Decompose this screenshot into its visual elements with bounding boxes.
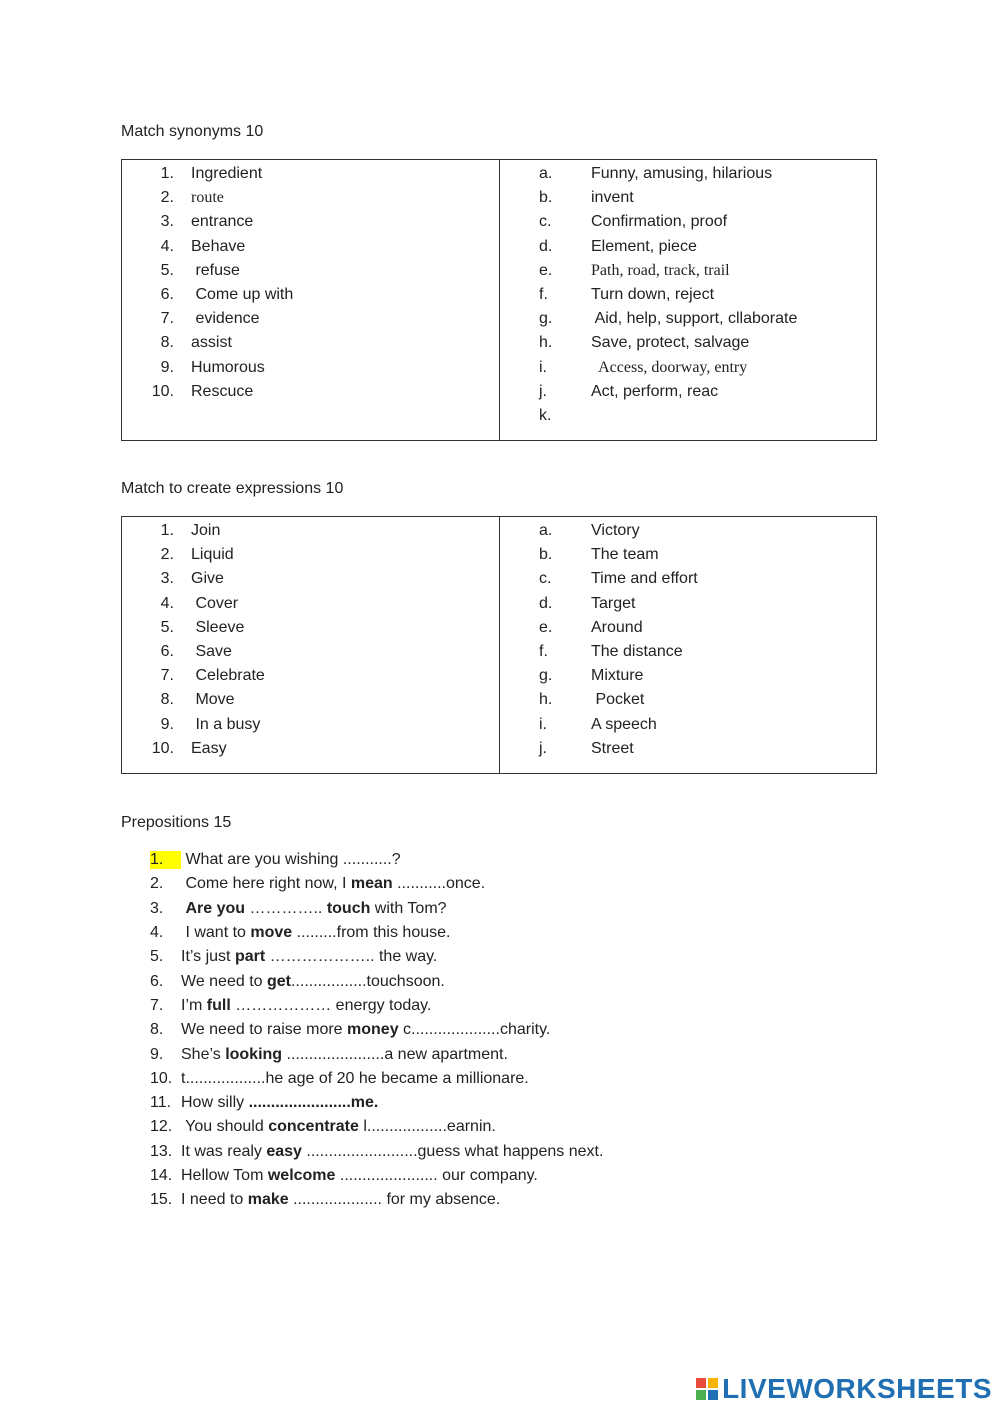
item-number: 7. — [160, 667, 174, 685]
item-text: refuse — [191, 261, 240, 279]
sentence-number: 7. — [150, 996, 164, 1014]
list-item — [122, 380, 499, 404]
item-letter: b. — [539, 189, 553, 207]
item-letter: k. — [539, 406, 552, 424]
list-item — [122, 640, 499, 664]
item-text: entrance — [191, 213, 254, 231]
list-item — [500, 331, 876, 355]
sentence-number: 12. — [150, 1118, 173, 1136]
keyword: money — [347, 1021, 399, 1039]
item-text: Rescuce — [191, 382, 254, 400]
item-text: Liquid — [191, 546, 234, 564]
sentence-text: ...................... our company. — [335, 1167, 538, 1184]
item-text: assist — [191, 334, 232, 352]
list-item — [500, 664, 876, 688]
list-item — [500, 235, 876, 259]
sentence-text: She’s — [181, 1045, 226, 1063]
list-item — [122, 737, 499, 761]
sentence-text: It was realy — [181, 1142, 267, 1160]
item-letter: i. — [539, 358, 547, 376]
item-text: route — [191, 189, 224, 207]
sentence-text: I need to — [181, 1191, 248, 1209]
item-letter: c. — [539, 213, 552, 231]
liveworksheets-logo — [696, 1373, 992, 1405]
item-number: 1. — [160, 165, 174, 183]
list-item — [500, 640, 876, 664]
list-item — [122, 186, 499, 210]
sentence-item — [150, 1164, 603, 1188]
item-text: Join — [191, 522, 221, 540]
item-number: 5. — [160, 261, 174, 279]
expressions-title: Match to create expressions 10 — [121, 480, 344, 497]
item-text: Time and effort — [591, 570, 698, 588]
synonyms-right-column — [499, 160, 876, 440]
item-text: The distance — [591, 643, 683, 661]
item-number: 7. — [160, 310, 174, 328]
synonyms-table — [121, 159, 877, 441]
item-number: 2. — [160, 189, 174, 207]
sentence-text: You should — [181, 1118, 269, 1136]
item-text: Give — [191, 570, 224, 588]
sentence-item — [150, 921, 603, 945]
sentence-number: 5. — [150, 948, 164, 966]
sentence-text: We need to — [181, 972, 267, 990]
list-item — [500, 519, 876, 543]
list-item — [122, 331, 499, 355]
sentence-text: t..................he age of 20 he became a millionare. — [181, 1069, 529, 1087]
expressions-left-column — [122, 517, 499, 773]
item-letter: e. — [539, 261, 553, 279]
expressions-right-column — [499, 517, 876, 773]
item-text: Save — [191, 643, 232, 661]
sentence-item — [150, 969, 603, 993]
sentence-item — [150, 1018, 603, 1042]
item-text: Humorous — [191, 358, 265, 376]
sentence-item — [150, 1115, 603, 1139]
item-text: Turn down, reject — [591, 286, 715, 304]
item-text: Save, protect, salvage — [591, 334, 750, 352]
list-item — [500, 404, 876, 428]
item-number: 4. — [160, 237, 174, 255]
item-letter: f. — [539, 286, 548, 304]
list-item — [500, 380, 876, 404]
sentence-item — [150, 1067, 603, 1091]
item-text: Target — [591, 594, 636, 612]
item-text: invent — [591, 189, 634, 207]
sentence-text: I want to — [181, 924, 251, 942]
sentence-text: .................... for my absence. — [288, 1191, 501, 1209]
list-item — [122, 664, 499, 688]
keyword: concentrate — [268, 1118, 359, 1136]
logo-mark-icon — [696, 1378, 718, 1400]
list-item — [122, 616, 499, 640]
prepositions-list — [150, 848, 603, 1212]
sentence-number: 10. — [150, 1069, 173, 1087]
item-letter: c. — [539, 570, 552, 588]
item-number: 8. — [160, 691, 174, 709]
keyword: looking — [225, 1045, 283, 1063]
item-text: Access, doorway, entry — [591, 358, 748, 376]
item-letter: d. — [539, 237, 553, 255]
item-text: Element, piece — [591, 237, 697, 255]
sentence-item — [150, 1042, 603, 1066]
item-letter: h. — [539, 691, 553, 709]
item-number: 2. — [160, 546, 174, 564]
list-item — [122, 543, 499, 567]
item-letter: i. — [539, 715, 547, 733]
list-item — [500, 259, 876, 283]
list-item — [122, 713, 499, 737]
item-number: 5. — [160, 618, 174, 636]
keyword: touch — [326, 899, 371, 917]
list-item — [122, 688, 499, 712]
sentence-number: 13. — [150, 1142, 173, 1160]
list-item — [122, 519, 499, 543]
list-item — [122, 210, 499, 234]
item-text: Move — [191, 691, 235, 709]
keyword: welcome — [267, 1167, 336, 1184]
item-letter: a. — [539, 165, 553, 183]
keyword: easy — [266, 1142, 302, 1160]
sentence-text: How silly — [181, 1094, 249, 1112]
prepositions-title: Prepositions 15 — [121, 814, 232, 831]
sentence-text: ......................a new apartment. — [282, 1045, 508, 1063]
item-text: Sleeve — [191, 618, 245, 636]
list-item — [500, 616, 876, 640]
keyword: part — [234, 948, 266, 966]
list-item — [500, 688, 876, 712]
item-text: Street — [591, 739, 634, 757]
item-number: 6. — [160, 286, 174, 304]
list-item — [122, 283, 499, 307]
item-text: Confirmation, proof — [591, 213, 728, 231]
list-item — [500, 186, 876, 210]
list-item — [500, 737, 876, 761]
keyword: Are you — [185, 899, 246, 917]
item-number: 3. — [160, 570, 174, 588]
keyword: make — [247, 1191, 289, 1209]
sentence-item — [150, 872, 603, 896]
item-text: Come up with — [191, 286, 294, 304]
sentence-item — [150, 1188, 603, 1212]
item-text: Funny, amusing, hilarious — [591, 165, 773, 183]
list-item — [500, 210, 876, 234]
item-letter: g. — [539, 310, 553, 328]
sentence-text: It’s just — [181, 948, 235, 966]
item-number: 3. — [160, 213, 174, 231]
expressions-table — [121, 516, 877, 774]
list-item — [500, 567, 876, 591]
keyword: move — [250, 924, 293, 942]
item-text: Celebrate — [191, 667, 265, 685]
item-text: A speech — [591, 715, 657, 733]
item-letter: f. — [539, 643, 548, 661]
synonyms-title: Match synonyms 10 — [121, 123, 264, 140]
list-item — [500, 713, 876, 737]
item-number: 4. — [160, 594, 174, 612]
item-number: 9. — [160, 715, 174, 733]
list-item — [500, 592, 876, 616]
keyword: get — [266, 972, 291, 990]
keyword: .......................me. — [248, 1094, 379, 1112]
sentence-number: 6. — [150, 972, 164, 990]
item-text: Mixture — [591, 667, 644, 685]
item-text: Victory — [591, 522, 640, 540]
item-text: Pocket — [591, 691, 645, 709]
sentence-number: 11. — [150, 1094, 172, 1112]
item-number: 6. — [160, 643, 174, 661]
sentence-number: 3. — [150, 899, 164, 917]
sentence-text: .........from this house. — [292, 924, 451, 942]
item-letter: d. — [539, 594, 553, 612]
sentence-number: 4. — [150, 924, 164, 942]
sentence-text: ……………….. the way. — [265, 948, 438, 966]
keyword: full — [206, 996, 231, 1014]
item-letter: h. — [539, 334, 553, 352]
sentence-text: ……………… energy today. — [230, 996, 432, 1014]
sentence-number: 2. — [150, 875, 164, 893]
item-text: Act, perform, reac — [591, 382, 719, 400]
sentence-text: What are you wishing ...........? — [181, 851, 401, 869]
sentence-number: 8. — [150, 1021, 164, 1039]
item-letter: j. — [539, 382, 547, 400]
synonyms-left-column — [122, 160, 499, 440]
item-text: Aid, help, support, cllaborate — [591, 310, 798, 328]
item-number: 8. — [160, 334, 174, 352]
sentence-text: c....................charity. — [398, 1021, 551, 1039]
item-letter: j. — [539, 739, 547, 757]
item-text: Ingredient — [191, 165, 263, 183]
sentence-text: with Tom? — [370, 899, 447, 917]
sentence-text: .................touchsoon. — [290, 972, 445, 990]
sentence-text: Hellow Tom — [181, 1167, 268, 1184]
item-letter: g. — [539, 667, 553, 685]
item-letter: a. — [539, 522, 553, 540]
list-item — [500, 162, 876, 186]
item-text: evidence — [191, 310, 260, 328]
sentence-item — [150, 897, 603, 921]
list-item — [500, 543, 876, 567]
list-item — [500, 307, 876, 331]
item-letter: b. — [539, 546, 553, 564]
sentence-text: ………….. — [245, 899, 327, 917]
item-text: Behave — [191, 237, 246, 255]
list-item — [122, 567, 499, 591]
sentence-number: 1. — [150, 851, 181, 869]
item-text: In a busy — [191, 715, 261, 733]
list-item — [500, 283, 876, 307]
sentence-text: ...........once. — [392, 875, 486, 893]
item-number: 1. — [160, 522, 174, 540]
keyword: mean — [350, 875, 393, 893]
item-number: 10. — [151, 382, 174, 400]
item-number: 10. — [151, 739, 174, 757]
sentence-text: .........................guess what happens next. — [301, 1142, 604, 1160]
sentence-text: l..................earnin. — [358, 1118, 496, 1136]
list-item — [122, 307, 499, 331]
sentence-item — [150, 1140, 603, 1164]
item-text: Around — [591, 618, 643, 636]
sentence-number: 14. — [150, 1167, 173, 1184]
list-item — [122, 592, 499, 616]
item-text: Cover — [191, 594, 239, 612]
sentence-item — [150, 945, 603, 969]
list-item — [122, 356, 499, 380]
sentence-text: I’m — [181, 996, 207, 1014]
list-item — [122, 259, 499, 283]
sentence-text: Come here right now, I — [181, 875, 351, 893]
item-text: Path, road, track, trail — [591, 261, 730, 279]
item-text: The team — [591, 546, 659, 564]
sentence-number: 9. — [150, 1045, 164, 1063]
sentence-item — [150, 848, 603, 872]
list-item — [122, 162, 499, 186]
list-item — [122, 235, 499, 259]
item-letter: e. — [539, 618, 553, 636]
item-number: 9. — [160, 358, 174, 376]
logo-text: LIVEWORKSHEETS — [722, 1373, 992, 1404]
sentence-text: We need to raise more — [181, 1021, 348, 1039]
sentence-item — [150, 1091, 603, 1115]
item-text: Easy — [191, 739, 227, 757]
sentence-item — [150, 994, 603, 1018]
list-item — [500, 356, 876, 380]
sentence-number: 15. — [150, 1191, 173, 1209]
